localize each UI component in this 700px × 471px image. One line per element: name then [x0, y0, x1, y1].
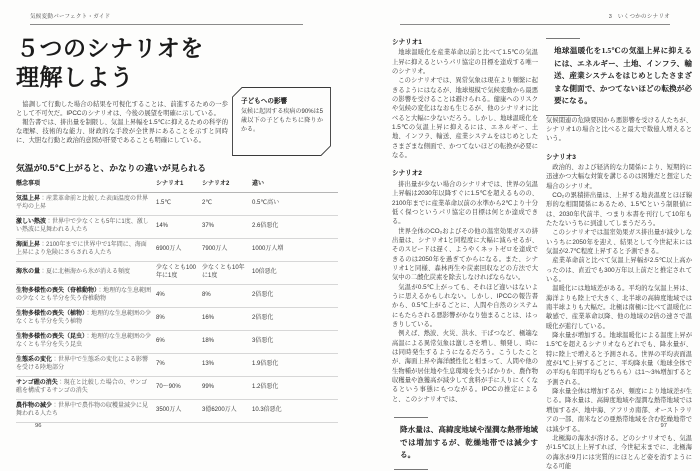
row-term: 生物多様性の喪失（昆虫） — [16, 334, 86, 341]
column-header-diff: 違い — [252, 178, 338, 193]
body-paragraph: 降水量全体は増加するが、頻度により地域差が生じる。降水量は、高緯度地域や湿潤な熱帯地域では増加するが、地中海、アフリカ南部、オーストラリアの一部、南米などの亜熱帯地域を含む乾燥地帯では減少する。 — [546, 388, 692, 433]
cell-scenario1: 6900万人 — [156, 239, 202, 262]
body-paragraph: 世界全体のCO₂およびその他の温室効果ガスの排出量は、シナリオ1と同程度に大幅に減らせるが、そのスピードは遅く、ようやくネットゼロを達成できるのは2050年を過ぎてからになる。また、シナリオ1と同様、森林再生や炭素回収などの方法で大気中の二酸化炭素を除去しなければならない。 — [392, 227, 538, 282]
running-header-right: 3 いくつかのシナリオ — [608, 14, 670, 20]
column-header-concern: 懸念事項 — [16, 178, 156, 193]
pull-quote: 地球温暖化を1.5℃の気温上昇に抑えるには、エネルギー、土地、インフラ、輸送、産業システムをはじめとしたさまざまな側面で、かつてないほどの転換が必要になる。 — [554, 46, 692, 105]
header-rule-left — [30, 24, 303, 25]
cell-diff: 0.5℃高い — [252, 193, 338, 216]
scenario2-heading: シナリオ2 — [392, 170, 422, 178]
cell-scenario2: 18% — [202, 330, 252, 353]
body-paragraph: 例えば、熱波、火災、洪水、干ばつなど、極端な高温による異常気象は激しさを増し、頻発し、時には同時発生するようになるだろう。こうしたことが、海面上昇や海洋酸性化と相まって、人間や他の生物種が居住地や生息環境を失うばかりか、農作物収穫量や漁獲高が減少して食料が手に入りにくくなるという事態にもつながる。IPCCの推定によると、このシナリオでは、 — [392, 330, 538, 403]
cell-scenario1: 1.5℃ — [156, 193, 202, 216]
column-header-scenario2: シナリオ2 — [202, 178, 252, 193]
row-desc: ：2100年までに世界中で1年間に、海面上昇により危険にさらされる人たち — [16, 242, 147, 256]
body-paragraph: 気候関連の危険要因から悪影響を受ける人たちが、シナリオ1の場合と比べると最大で数億人増えるという。 — [546, 116, 692, 143]
row-term: 激しい熱波 — [16, 219, 47, 226]
cell-scenario1: 14% — [156, 216, 202, 239]
callout-body: 気候に起因する疾病の90%は5歳以下の子どもたちに降りかかる。 — [241, 109, 323, 133]
intro-paragraph-2: 報告書では、排出量を制限し、気温上昇幅を1.5℃に抑えるための科学的な理解、技術的な能力、財政的な手段が全世界にあることを示すと同時に、大胆な行動と政治的意図が肝要であることも明確にしている。 — [16, 119, 228, 145]
pull-quote: 降水量は、高緯度地域や湿潤な熱帯地域では増加するが、乾燥地帯では減少する。 — [400, 425, 538, 460]
row-desc: ：地理的な生息範囲の少なくとも半分を失う脊椎動物 — [16, 288, 152, 302]
cell-scenario2: 7900万人 — [202, 239, 252, 262]
callout-box — [232, 87, 331, 156]
row-term: 海氷の量 — [16, 268, 41, 275]
page-number-left: 96 — [35, 423, 42, 429]
column-header-scenario1: シナリオ1 — [156, 178, 202, 193]
body-paragraph: 降水量が増加する。地球温暖化による温度上昇が1.5℃を超えるシナリオならどれでも、降水量が、特に陸上で増えると予測される。世界の平均表面温度が1℃上昇するごとに、平均降水量（地球全体での平均も年間平均もどちらも）は1～3%増加すると予測される。 — [546, 332, 692, 386]
row-term: サンゴ礁の消失 — [16, 380, 58, 387]
cell-scenario2: 13% — [202, 353, 252, 376]
row-term: 生物多様性の喪失（脊椎動物） — [16, 288, 98, 295]
row-term: 海面上昇 — [16, 242, 41, 249]
pull-quote-block — [546, 38, 692, 116]
cell-diff: 1.9倍悪化 — [252, 353, 338, 376]
row-desc: ：夏に北極海から氷が消える頻度 — [40, 268, 131, 275]
row-term: 生態系の変化 — [16, 357, 53, 364]
body-paragraph: 排出量が少ない場合のシナリオでは、世界の気温上昇幅は2030年以降すぐに1.5℃を超えるものの、2100年までに産業革命以前の水準から2℃より十分低く保つというパリ協定の目標は何とか達成できる。 — [392, 180, 538, 226]
right-page — [350, 0, 700, 470]
cell-scenario2: 少なくとも10年に1度 — [202, 262, 252, 285]
table-row — [16, 193, 338, 216]
body-paragraph: 北極海の海氷が溶ける。どのシナリオでも、気温が1.5℃以上上昇すれば、今世紀末までに、北極海の海氷が9月には実質的にほとんど姿を消すようになる可能 — [546, 434, 692, 470]
body-paragraph: 温暖化には地域差がある。平均的な気温上昇は、海洋よりも陸上で大きく、北半球の高緯度地域では南半球よりも大幅だ。北極は南極に比べて温暖化に敏感で、産業革命以降、他の地域の2倍の速さで温暖化が進行している。 — [546, 285, 692, 330]
cell-diff: 10.3倍悪化 — [252, 399, 338, 422]
row-term: 気温上昇 — [16, 196, 41, 203]
table-row — [16, 353, 338, 376]
scenario3-heading: シナリオ3 — [546, 153, 576, 161]
text-column-2 — [546, 38, 692, 471]
cell-scenario2: 8% — [202, 284, 252, 307]
row-desc: ：産業革命前と比較した表面温度の世界平均の上昇 — [16, 196, 149, 210]
cell-diff: 2倍悪化 — [252, 307, 338, 330]
table-row — [16, 399, 338, 422]
table-header-row — [16, 178, 338, 193]
body-paragraph: 気温が0.5℃上がっても、それほど違いはないように思えるかもしれない。しかし、IPCCの報告書から、0.5℃上がるごとに、人間や自然のシステムにもたらされる悪影響がかなり強まることは、はっきりしている。 — [392, 283, 538, 328]
body-paragraph: 産業革命前と比べて気温上昇幅が2.5℃以上高かったのは、直近でも300万年以上前だと推定されている。 — [546, 257, 692, 283]
table-row — [16, 330, 338, 353]
left-page — [0, 0, 350, 447]
table-heading: 気温が0.5℃上がると、かなりの違いが見られる — [16, 163, 207, 173]
cell-scenario2: 99% — [202, 376, 252, 399]
table-row — [16, 216, 338, 239]
callout-title: 子どもへの影響 — [241, 98, 288, 105]
row-desc: ：現在と比較した場合の、サンゴ礁を構成するサンゴの消失 — [16, 380, 148, 394]
cell-scenario2: 3億6200万人 — [202, 399, 252, 422]
text-column-1 — [392, 38, 538, 470]
cell-scenario2: 37% — [202, 216, 252, 239]
cell-scenario2: 2℃ — [202, 193, 252, 216]
body-paragraph: CO₂の累積排出量は、上昇する地表温度とほぼ線形的な相関関係にあるため、1.5℃という制限値には、2030年代前半、つまり本書を刊行して10年もたたないうちに到達してしまうだろう。 — [546, 191, 692, 227]
row-desc: ：世界中で生態系の変化による影響を受ける陸地部分 — [16, 357, 149, 371]
running-header-left: 気候変動パーフェクト・ガイド — [30, 14, 111, 20]
row-desc: ：地理的な生息範囲の少なくとも半分を失う植物 — [16, 311, 152, 325]
table-row — [16, 239, 338, 262]
intro-paragraph-1: 協調して行動した場合の結果を可視化することは、前進するための一歩として不可欠だ。IPCCのシナリオは、今後の展望を明確に示している。 — [16, 101, 228, 118]
row-desc: ：地理的な生息範囲の少なくとも半分を失う昆虫 — [16, 334, 152, 348]
table-row — [16, 376, 338, 399]
cell-scenario2: 16% — [202, 307, 252, 330]
cell-diff: 2倍悪化 — [252, 284, 338, 307]
body-paragraph: このシナリオでは温室効果ガス排出量が減少しないうちに2050年を迎え、結果として今世紀末には気温が2.7℃程度上昇すると予測できる。 — [546, 229, 692, 255]
scenario1-heading: シナリオ1 — [392, 39, 422, 46]
page-title-line1: ５つのシナリオを — [16, 35, 204, 61]
cell-diff: 3倍悪化 — [252, 330, 338, 353]
cell-scenario1: 8% — [156, 307, 202, 330]
cell-diff: 1.2倍悪化 — [252, 376, 338, 399]
cell-scenario1: 少なくとも100年に1度 — [156, 262, 202, 285]
intro-text — [16, 100, 228, 145]
row-desc: ：世界中で少なくとも5年に1度、激しい熱波に見舞われる人たち — [16, 219, 149, 233]
body-paragraph: 地球温暖化を産業革命以前と比べて1.5℃の気温上昇に抑えるというパリ協定の目標を達成する唯一のシナリオ。 — [392, 49, 538, 76]
row-term: 農作物の減少 — [16, 403, 53, 409]
page-title-line2: 理解しよう — [16, 64, 134, 90]
row-desc: ：世界中で農作物の収穫量減少に見舞われる人たち — [16, 403, 149, 417]
cell-diff: 10倍悪化 — [252, 262, 338, 285]
cell-scenario1: 3500万人 — [156, 399, 202, 422]
quote-rule-bottom — [394, 469, 428, 470]
cell-diff: 1000万人増 — [252, 239, 338, 262]
body-paragraph: このシナリオでは、異常気象は現在より頻繁に起きるようにはなるが、地球規模で気候変動から最悪の影響を受けることは避けられる。健康へのリスクや気候の変化はなおも生じるが、他のシナリオに比べると大幅に少ないだろう。しかし、地球温暖化を1.5℃の気温上昇に抑えるには、エネルギー、土地、インフラ、輸送、産業システムをはじめとしたさまざまな側面で、かつてないほどの転換が必要になる。 — [392, 77, 538, 160]
table-row — [16, 307, 338, 330]
cell-scenario1: 7% — [156, 353, 202, 376]
header-rule-right — [400, 24, 670, 25]
page-number-right: 97 — [660, 423, 667, 429]
cell-scenario1: 4% — [156, 284, 202, 307]
pull-quote-block — [394, 417, 538, 470]
cell-diff: 2.6倍悪化 — [252, 216, 338, 239]
table-row — [16, 262, 338, 285]
scenario-comparison-table — [16, 178, 338, 423]
table-row — [16, 284, 338, 307]
cell-scenario1: 70～90% — [156, 376, 202, 399]
page-title — [16, 34, 204, 92]
row-term: 生物多様性の喪失（植物） — [16, 311, 86, 318]
cell-scenario1: 6% — [156, 330, 202, 353]
body-paragraph: 政治的、および経済的な力関係により、短期的に迅速かつ大幅な対策を講じるのは困難だと想定した場合のシナリオ。 — [546, 163, 692, 190]
